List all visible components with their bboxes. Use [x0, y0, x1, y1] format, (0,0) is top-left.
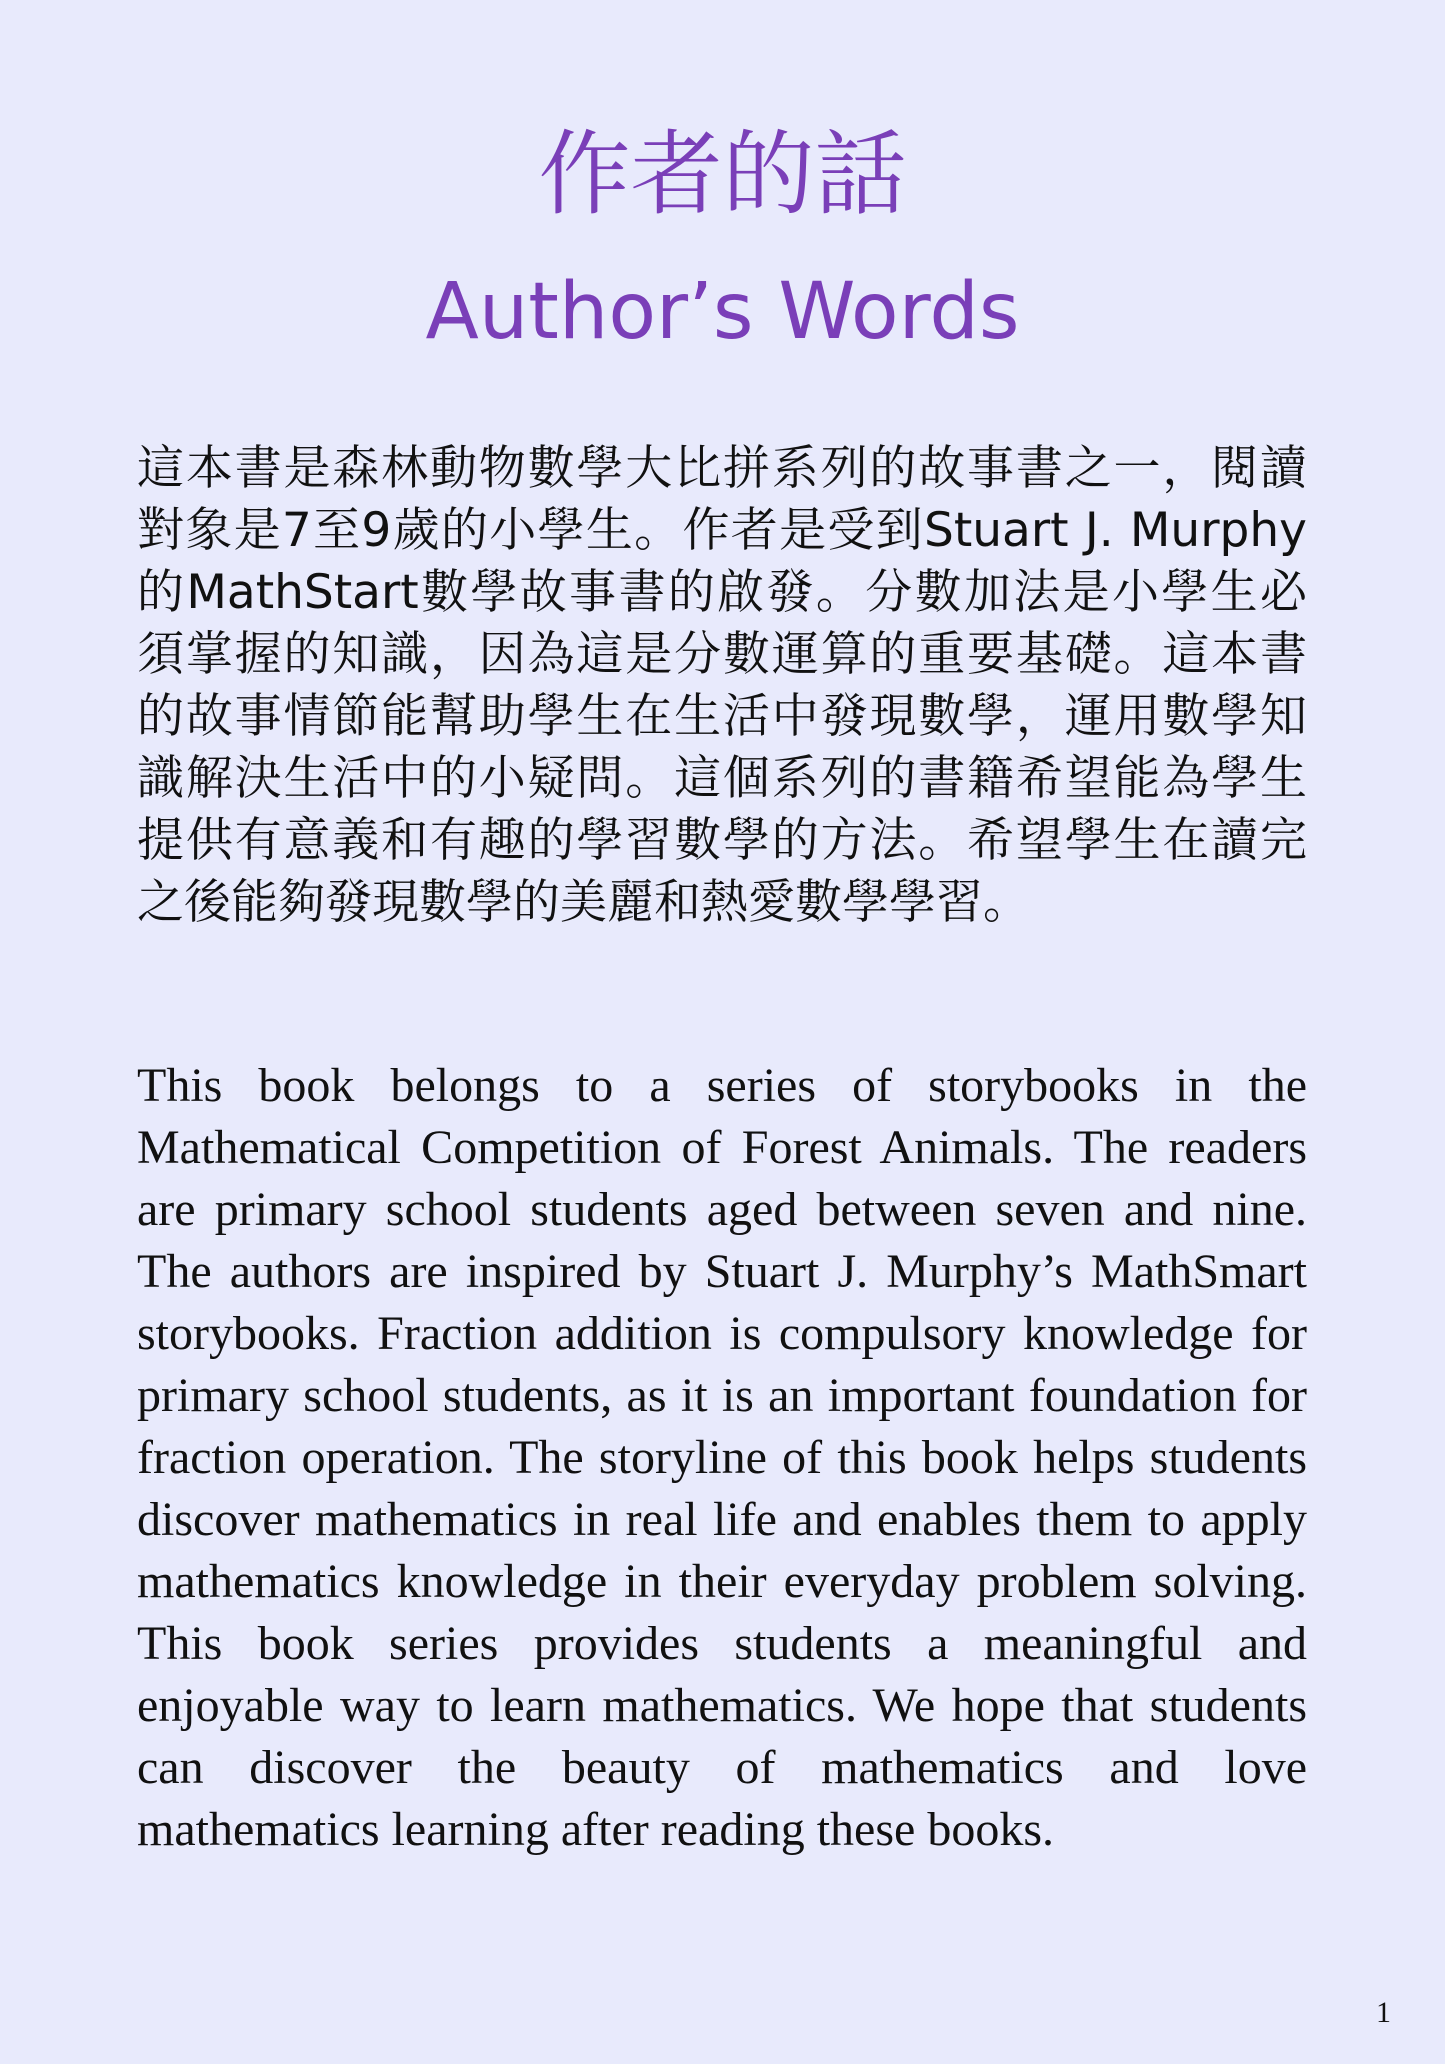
page-title-chinese: 作者的話	[538, 121, 907, 228]
page-title-english: Author’s Words	[425, 267, 1020, 357]
paragraph-chinese: 這本書是森林動物數學大比拼系列的故事書之一，閱讀對象是7至9歲的小學生。作者是受到Stuart J. Murphy的MathStart數學故事書的啟發。分數加法是小學生必須掌握的知識，因為這是分數運算的重要基礎。這本書的故事情節能幫助學生在生活中發現數學，運用數學知識解決生活中的小疑問。這個系列的書籍希望能為學生提供有意義和有趣的學習數學的方法。希望學生在讀完之後能夠發現數學的美麗和熱愛數學學習。	[137, 441, 1307, 930]
page-number: 1	[1376, 1996, 1391, 2029]
paragraph-english: This book belongs to a series of storybooks in the Mathematical Competition of Forest Animals. The readers are primary school students aged between seven and nine. The authors are inspired by Stuart J. Murphy’s MathSmart storybooks. Fraction addition is compulsory knowledge for primary school students, as it is an important foundation for fraction operation. The storyline of this book helps students discover mathematics in real life and enables them to apply mathematics knowledge in their everyday problem solving. This book series provides students a meaningful and enjoyable way to learn mathematics. We hope that students can discover the beauty of mathematics and love mathematics learning after reading these books.	[137, 1059, 1307, 1856]
